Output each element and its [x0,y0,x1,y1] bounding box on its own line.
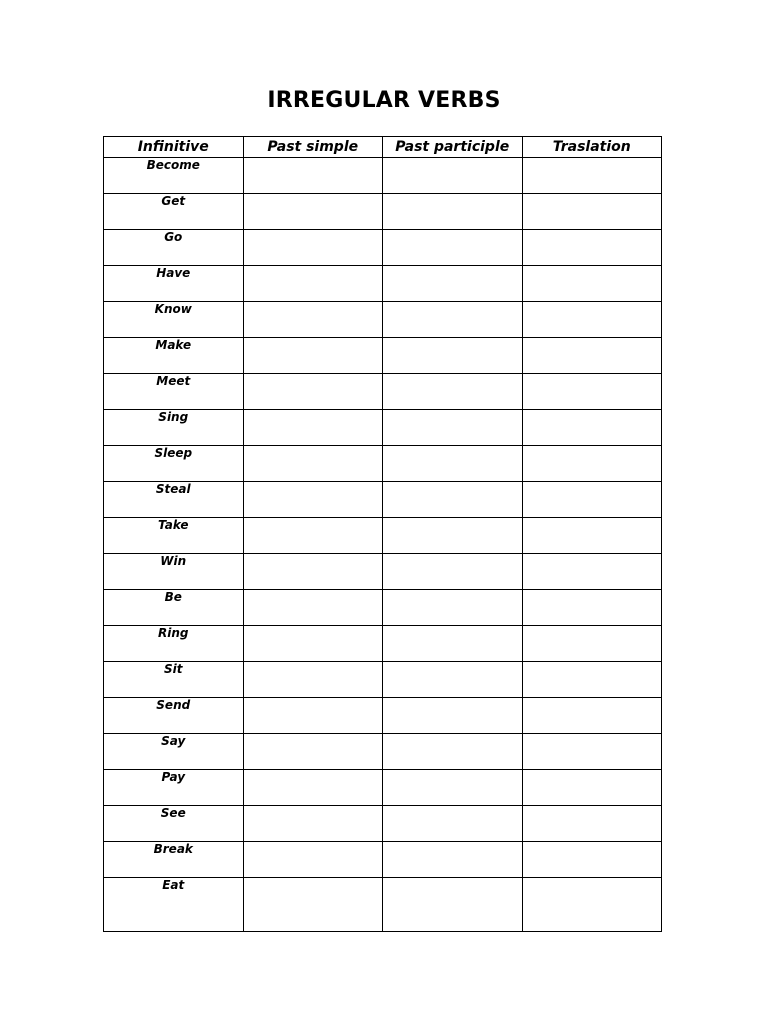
infinitive-cell: Ring [104,626,244,662]
past-participle-cell[interactable] [383,266,523,302]
infinitive-cell: Break [104,842,244,878]
past-simple-cell[interactable] [243,482,383,518]
translation-cell[interactable] [522,554,662,590]
infinitive-cell: Make [104,338,244,374]
infinitive-cell: Steal [104,482,244,518]
past-simple-cell[interactable] [243,410,383,446]
past-simple-cell[interactable] [243,806,383,842]
past-participle-cell[interactable] [383,662,523,698]
infinitive-cell: Take [104,518,244,554]
table-row [104,194,662,230]
infinitive-cell: Sing [104,410,244,446]
past-simple-cell[interactable] [243,590,383,626]
past-simple-cell[interactable] [243,662,383,698]
past-participle-cell[interactable] [383,626,523,662]
header-infinitive: Infinitive [104,137,244,158]
infinitive-cell: Meet [104,374,244,410]
past-simple-cell[interactable] [243,842,383,878]
irregular-verbs-table [103,136,662,932]
table-row [104,698,662,734]
infinitive-cell: Know [104,302,244,338]
translation-cell[interactable] [522,230,662,266]
table-row [104,338,662,374]
past-participle-cell[interactable] [383,554,523,590]
past-participle-cell[interactable] [383,518,523,554]
past-participle-cell[interactable] [383,878,523,932]
table-row [104,374,662,410]
translation-cell[interactable] [522,662,662,698]
translation-cell[interactable] [522,518,662,554]
translation-cell[interactable] [522,158,662,194]
table-row [104,230,662,266]
table-row [104,518,662,554]
table-row [104,410,662,446]
past-participle-cell[interactable] [383,770,523,806]
table-row [104,626,662,662]
infinitive-cell: Sleep [104,446,244,482]
past-participle-cell[interactable] [383,338,523,374]
past-simple-cell[interactable] [243,446,383,482]
past-simple-cell[interactable] [243,338,383,374]
infinitive-cell: Eat [104,878,244,932]
past-participle-cell[interactable] [383,734,523,770]
translation-cell[interactable] [522,842,662,878]
infinitive-cell: Win [104,554,244,590]
table-row [104,158,662,194]
past-participle-cell[interactable] [383,806,523,842]
past-participle-cell[interactable] [383,302,523,338]
past-participle-cell[interactable] [383,446,523,482]
past-simple-cell[interactable] [243,878,383,932]
translation-cell[interactable] [522,446,662,482]
infinitive-cell: Sit [104,662,244,698]
translation-cell[interactable] [522,626,662,662]
translation-cell[interactable] [522,410,662,446]
infinitive-cell: Send [104,698,244,734]
infinitive-cell: Say [104,734,244,770]
translation-cell[interactable] [522,698,662,734]
past-simple-cell[interactable] [243,518,383,554]
infinitive-cell: Be [104,590,244,626]
past-simple-cell[interactable] [243,266,383,302]
infinitive-cell: Go [104,230,244,266]
infinitive-cell: See [104,806,244,842]
past-participle-cell[interactable] [383,482,523,518]
past-simple-cell[interactable] [243,230,383,266]
past-participle-cell[interactable] [383,194,523,230]
past-simple-cell[interactable] [243,374,383,410]
translation-cell[interactable] [522,302,662,338]
table-row [104,302,662,338]
translation-cell[interactable] [522,770,662,806]
header-translation: Traslation [522,137,662,158]
past-participle-cell[interactable] [383,590,523,626]
translation-cell[interactable] [522,266,662,302]
table-row [104,266,662,302]
past-participle-cell[interactable] [383,158,523,194]
table-row [104,482,662,518]
table-row [104,806,662,842]
translation-cell[interactable] [522,338,662,374]
infinitive-cell: Have [104,266,244,302]
infinitive-cell: Get [104,194,244,230]
past-simple-cell[interactable] [243,158,383,194]
table-row [104,554,662,590]
past-simple-cell[interactable] [243,302,383,338]
translation-cell[interactable] [522,878,662,932]
past-participle-cell[interactable] [383,842,523,878]
past-simple-cell[interactable] [243,626,383,662]
table-row [104,878,662,932]
past-simple-cell[interactable] [243,554,383,590]
table-row [104,590,662,626]
translation-cell[interactable] [522,482,662,518]
past-simple-cell[interactable] [243,194,383,230]
past-participle-cell[interactable] [383,374,523,410]
table-header-row [104,137,662,158]
table-row [104,842,662,878]
translation-cell[interactable] [522,590,662,626]
past-participle-cell[interactable] [383,698,523,734]
translation-cell[interactable] [522,374,662,410]
translation-cell[interactable] [522,806,662,842]
header-past-simple: Past simple [243,137,383,158]
past-participle-cell[interactable] [383,410,523,446]
past-simple-cell[interactable] [243,770,383,806]
past-simple-cell[interactable] [243,734,383,770]
infinitive-cell: Become [104,158,244,194]
table-row [104,446,662,482]
table-row [104,770,662,806]
table-row [104,662,662,698]
translation-cell[interactable] [522,194,662,230]
verb-rows [104,158,662,932]
page-title: IRREGULAR VERBS [267,88,501,113]
past-simple-cell[interactable] [243,698,383,734]
header-past-participle: Past participle [383,137,523,158]
table-row [104,734,662,770]
translation-cell[interactable] [522,734,662,770]
infinitive-cell: Pay [104,770,244,806]
past-participle-cell[interactable] [383,230,523,266]
